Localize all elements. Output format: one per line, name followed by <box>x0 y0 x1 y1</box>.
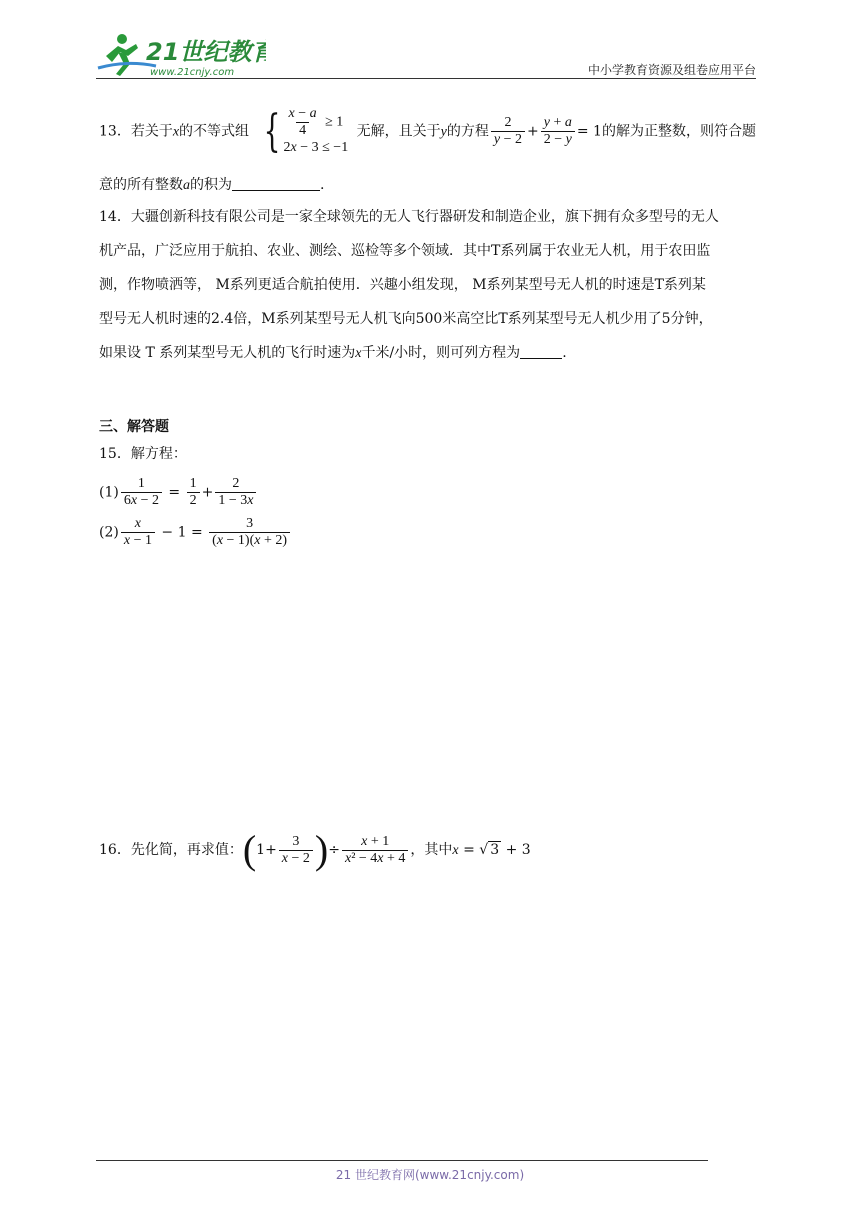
section-title: 三、解答题 <box>99 419 169 435</box>
equation-1: (1) $\frac{1}{6x - 2}$ = $\frac{1}{2}$ + $\frac{2}{1 - 3x}$ <box>99 476 258 509</box>
inequality-system: { $\frac{x - a}{4}$ ≥ 1 2x − 3 ≤ −1 <box>263 105 349 157</box>
header-divider <box>96 78 756 79</box>
question-13-line2: 意的所有整数a的积为 . <box>99 168 769 203</box>
question-15: 15．解方程： <box>99 446 187 462</box>
footer-divider <box>96 1160 708 1161</box>
fraction: $\frac{2}{y - 2}$ <box>491 115 525 148</box>
header-platform-name: 中小学教育资源及组卷应用平台 <box>587 63 756 77</box>
footer-text: 21 世纪教育网(www.21cnjy.com) <box>335 1168 525 1182</box>
site-logo <box>96 30 266 80</box>
question-13: 13．若关于x的不等式组 { $\frac{x - a}{4}$ ≥ 1 2x − 3 ≤ −1 无解，且关于y的方程 $\frac{2}{y - 2}$ + $\frac{y + a}{2 - y}$ = 1的解为正整数，则符合题 <box>99 105 756 157</box>
question-14: 14．大疆创新科技有限公司是一家全球领先的无人飞行器研发和制造企业，旗下拥有众多型号的无人 机产品，广泛应用于航拍、农业、测绘、巡检等多个领域．其中T系列属于农业无人机，用于农田监 测，作物喷洒等， M系列更适合航拍使用．兴趣小组发现， M系列某型号无人机的时速是T系列某 型号无人机时速的2.4倍，M系列某型号无人机飞向500米高空比T系列某型号无人机少用了5分钟， 如果设 T 系列某型号无人机的飞行时速为x千米/小时，则可列方程为 . <box>99 209 719 361</box>
equation-2: (2) $\frac{x}{x - 1}$ − 1 = $\frac{3}{(x - 1)(x + 2)}$ <box>99 516 292 549</box>
question-number: 13． <box>99 123 131 140</box>
answer-blank[interactable] <box>232 174 320 191</box>
logo-text: 21世纪教育 <box>146 38 266 66</box>
logo-url: www.21cnjy.com <box>150 67 235 78</box>
fraction: $\frac{y + a}{2 - y}$ <box>541 115 575 148</box>
question-16: 16．先化简，再求值：(1+ $\frac{3}{x - 2}$ )÷ $\frac{x + 1}{\text{x² − 4x + 4}}$ ，其中x = √ 3 + 3 <box>99 827 531 872</box>
question-number: 16． <box>99 842 131 858</box>
question-number: 14． <box>99 209 131 225</box>
answer-blank[interactable] <box>520 342 562 359</box>
question-number: 15． <box>99 446 131 462</box>
